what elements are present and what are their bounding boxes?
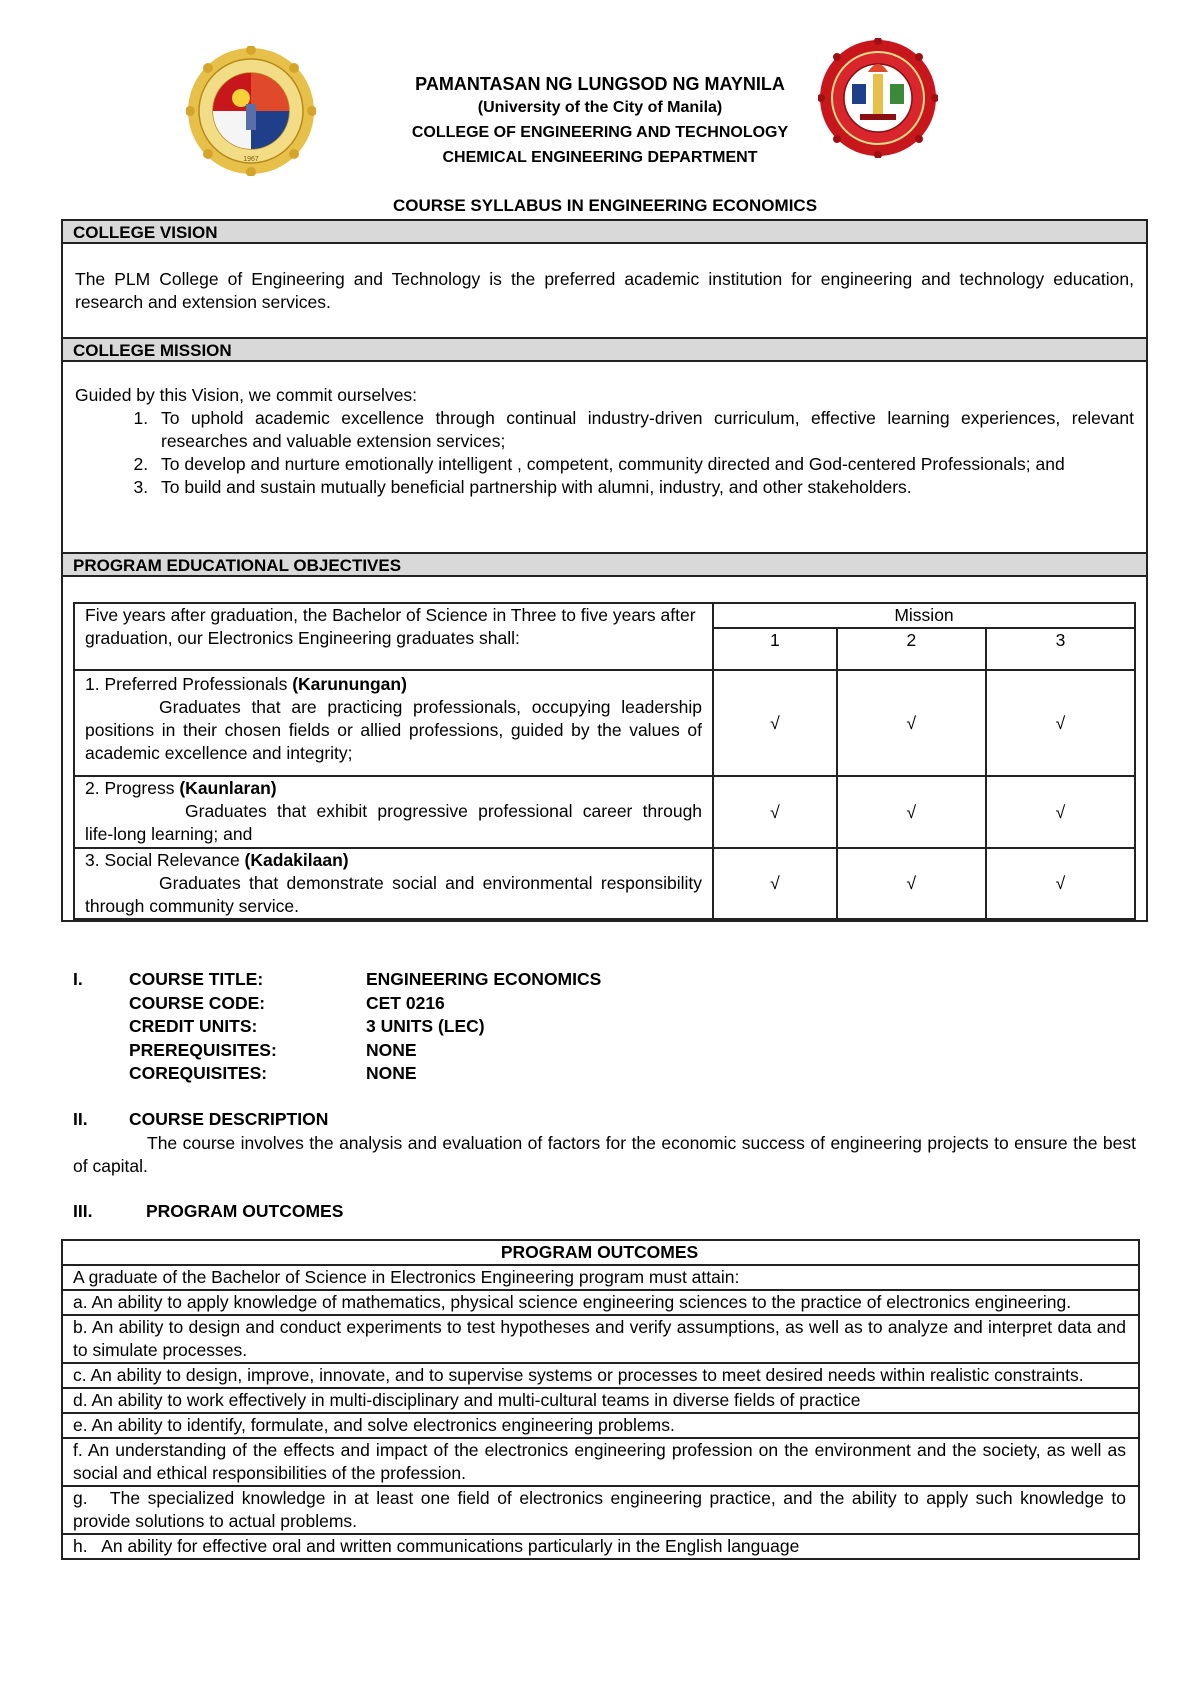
course-info-labels bbox=[129, 968, 277, 1086]
section-number-2: II. bbox=[73, 1109, 88, 1129]
plm-seal-logo bbox=[186, 46, 316, 176]
peo-row bbox=[74, 776, 1135, 848]
mission-col-3: 3 bbox=[986, 628, 1135, 670]
corequisites-label: COREQUISITES: bbox=[129, 1063, 268, 1083]
po-item: c. An ability to design, improve, innovate, and to supervise systems or processes to meet desired needs within realistic constraints. bbox=[62, 1363, 1139, 1388]
university-name: PAMANTASAN NG LUNGSOD NG MAYNILA bbox=[415, 74, 785, 94]
credit-units-value: 3 UNITS (LEC) bbox=[366, 1016, 485, 1036]
department-name: CHEMICAL ENGINEERING DEPARTMENT bbox=[442, 149, 758, 166]
mission-col-2: 2 bbox=[837, 628, 986, 670]
university-english-name: (University of the City of Manila) bbox=[477, 99, 723, 116]
peo-table bbox=[73, 602, 1136, 920]
prerequisites-value: NONE bbox=[366, 1039, 417, 1060]
check-mark: √ bbox=[986, 670, 1135, 776]
check-mark: √ bbox=[713, 848, 837, 919]
peo-number: 2. Progress bbox=[85, 778, 180, 798]
po-item: b. An ability to design and conduct experiments to test hypotheses and verify assumptions, as well as to analyze and interpret data and to simulate processes. bbox=[62, 1315, 1139, 1363]
course-code-value: CET 0216 bbox=[366, 992, 445, 1013]
peo-row-text bbox=[74, 670, 713, 776]
program-outcomes-table bbox=[61, 1239, 1140, 1560]
mission-col-1: 1 bbox=[713, 628, 837, 670]
college-mission-heading: COLLEGE MISSION bbox=[63, 339, 1146, 362]
course-description-heading: COURSE DESCRIPTION bbox=[129, 1109, 329, 1129]
po-item: a. An ability to apply knowledge of mathematics, physical science engineering sciences to the practice of electronics engineering. bbox=[62, 1290, 1139, 1315]
peo-row bbox=[74, 670, 1135, 776]
peo-description: Graduates that exhibit progressive professional career through life-long learning; and bbox=[85, 801, 703, 844]
credit-units-label: CREDIT UNITS: bbox=[129, 1016, 258, 1036]
peo-term: (Kadakilaan) bbox=[244, 850, 349, 870]
peo-description: Graduates that demonstrate social and environmental responsibility through community service. bbox=[85, 873, 703, 916]
po-intro: A graduate of the Bachelor of Science in Electronics Engineering program must attain: bbox=[62, 1265, 1139, 1290]
po-item: h. An ability for effective oral and written communications particularly in the English language bbox=[62, 1534, 1139, 1559]
course-code-label: COURSE CODE: bbox=[129, 992, 266, 1013]
program-outcomes-heading: PROGRAM OUTCOMES bbox=[146, 1201, 344, 1221]
peo-row-text bbox=[74, 848, 713, 919]
college-mission-body bbox=[63, 362, 1146, 499]
course-description-text: The course involves the analysis and evaluation of factors for the economic success of engineering projects to ensure the best of capital. bbox=[73, 1133, 1136, 1176]
peo-heading: PROGRAM EDUCATIONAL OBJECTIVES bbox=[63, 554, 1146, 577]
peo-table-intro: Five years after graduation, the Bachelor of Science in Three to five years after graduation, our Electronics Engineering graduates shall: bbox=[74, 603, 713, 670]
college-mission-box bbox=[61, 337, 1148, 554]
mission-intro: Guided by this Vision, we commit ourselves: bbox=[75, 385, 418, 405]
check-mark: √ bbox=[713, 776, 837, 848]
mission-column-header: Mission bbox=[713, 603, 1135, 628]
course-title-label: COURSE TITLE: bbox=[129, 969, 264, 989]
program-educational-objectives-box bbox=[61, 552, 1148, 922]
peo-term: (Kaunlaran) bbox=[179, 778, 277, 798]
check-mark: √ bbox=[837, 670, 986, 776]
college-vision-heading: COLLEGE VISION bbox=[63, 221, 1146, 244]
syllabus-title: COURSE SYLLABUS IN ENGINEERING ECONOMICS bbox=[392, 196, 818, 215]
college-vision-box bbox=[61, 219, 1148, 339]
po-item: g. The specialized knowledge in at least one field of electronics engineering practice, and the ability to apply such knowledge to provide solutions to actual problems. bbox=[62, 1486, 1139, 1534]
mission-list bbox=[75, 407, 1134, 499]
section-number-3: III. bbox=[73, 1201, 93, 1221]
check-mark: √ bbox=[986, 776, 1135, 848]
college-name: COLLEGE OF ENGINEERING AND TECHNOLOGY bbox=[411, 124, 789, 141]
po-item: d. An ability to work effectively in multi-disciplinary and multi-cultural teams in diverse fields of practice bbox=[62, 1388, 1139, 1413]
corequisites-value: NONE bbox=[366, 1063, 417, 1083]
check-mark: √ bbox=[986, 848, 1135, 919]
prerequisites-label: PREREQUISITES: bbox=[129, 1039, 277, 1060]
mission-item: 2. To develop and nurture emotionally intelligent , competent, community directed and God-centered Professionals; and bbox=[153, 453, 1134, 476]
check-mark: √ bbox=[837, 776, 986, 848]
peo-row bbox=[74, 848, 1135, 919]
check-mark: √ bbox=[837, 848, 986, 919]
check-mark: √ bbox=[713, 670, 837, 776]
mission-item: 1. To uphold academic excellence through continual industry-driven curriculum, effective learning experiences, relevant researches and valuable extension services; bbox=[153, 407, 1134, 453]
peo-number: 1. Preferred Professionals bbox=[85, 674, 293, 694]
svg-text:1967: 1967 bbox=[243, 156, 259, 163]
peo-term: (Karunungan) bbox=[292, 674, 407, 694]
course-info-values bbox=[366, 968, 601, 1086]
peo-description: Graduates that are practicing professionals, occupying leadership positions in their chosen fields or allied professions, guided by the values of academic excellence and integrity; bbox=[85, 697, 703, 763]
section-number-1: I. bbox=[73, 969, 83, 989]
mission-item: 3. To build and sustain mutually beneficial partnership with alumni, industry, and other stakeholders. bbox=[153, 476, 1134, 499]
peo-row-text bbox=[74, 776, 713, 848]
po-table-header: PROGRAM OUTCOMES bbox=[62, 1240, 1139, 1265]
course-title-value: ENGINEERING ECONOMICS bbox=[366, 969, 602, 989]
peo-number: 3. Social Relevance bbox=[85, 850, 245, 870]
college-vision-text: The PLM College of Engineering and Technology is the preferred academic institution for engineering and technology education, research and extension services. bbox=[75, 269, 1134, 312]
po-item: e. An ability to identify, formulate, and solve electronics engineering problems. bbox=[62, 1413, 1139, 1438]
po-item: f. An understanding of the effects and impact of the electronics engineering profession on the environment and the society, as well as social and ethical responsibilities of the profession. bbox=[62, 1438, 1139, 1486]
